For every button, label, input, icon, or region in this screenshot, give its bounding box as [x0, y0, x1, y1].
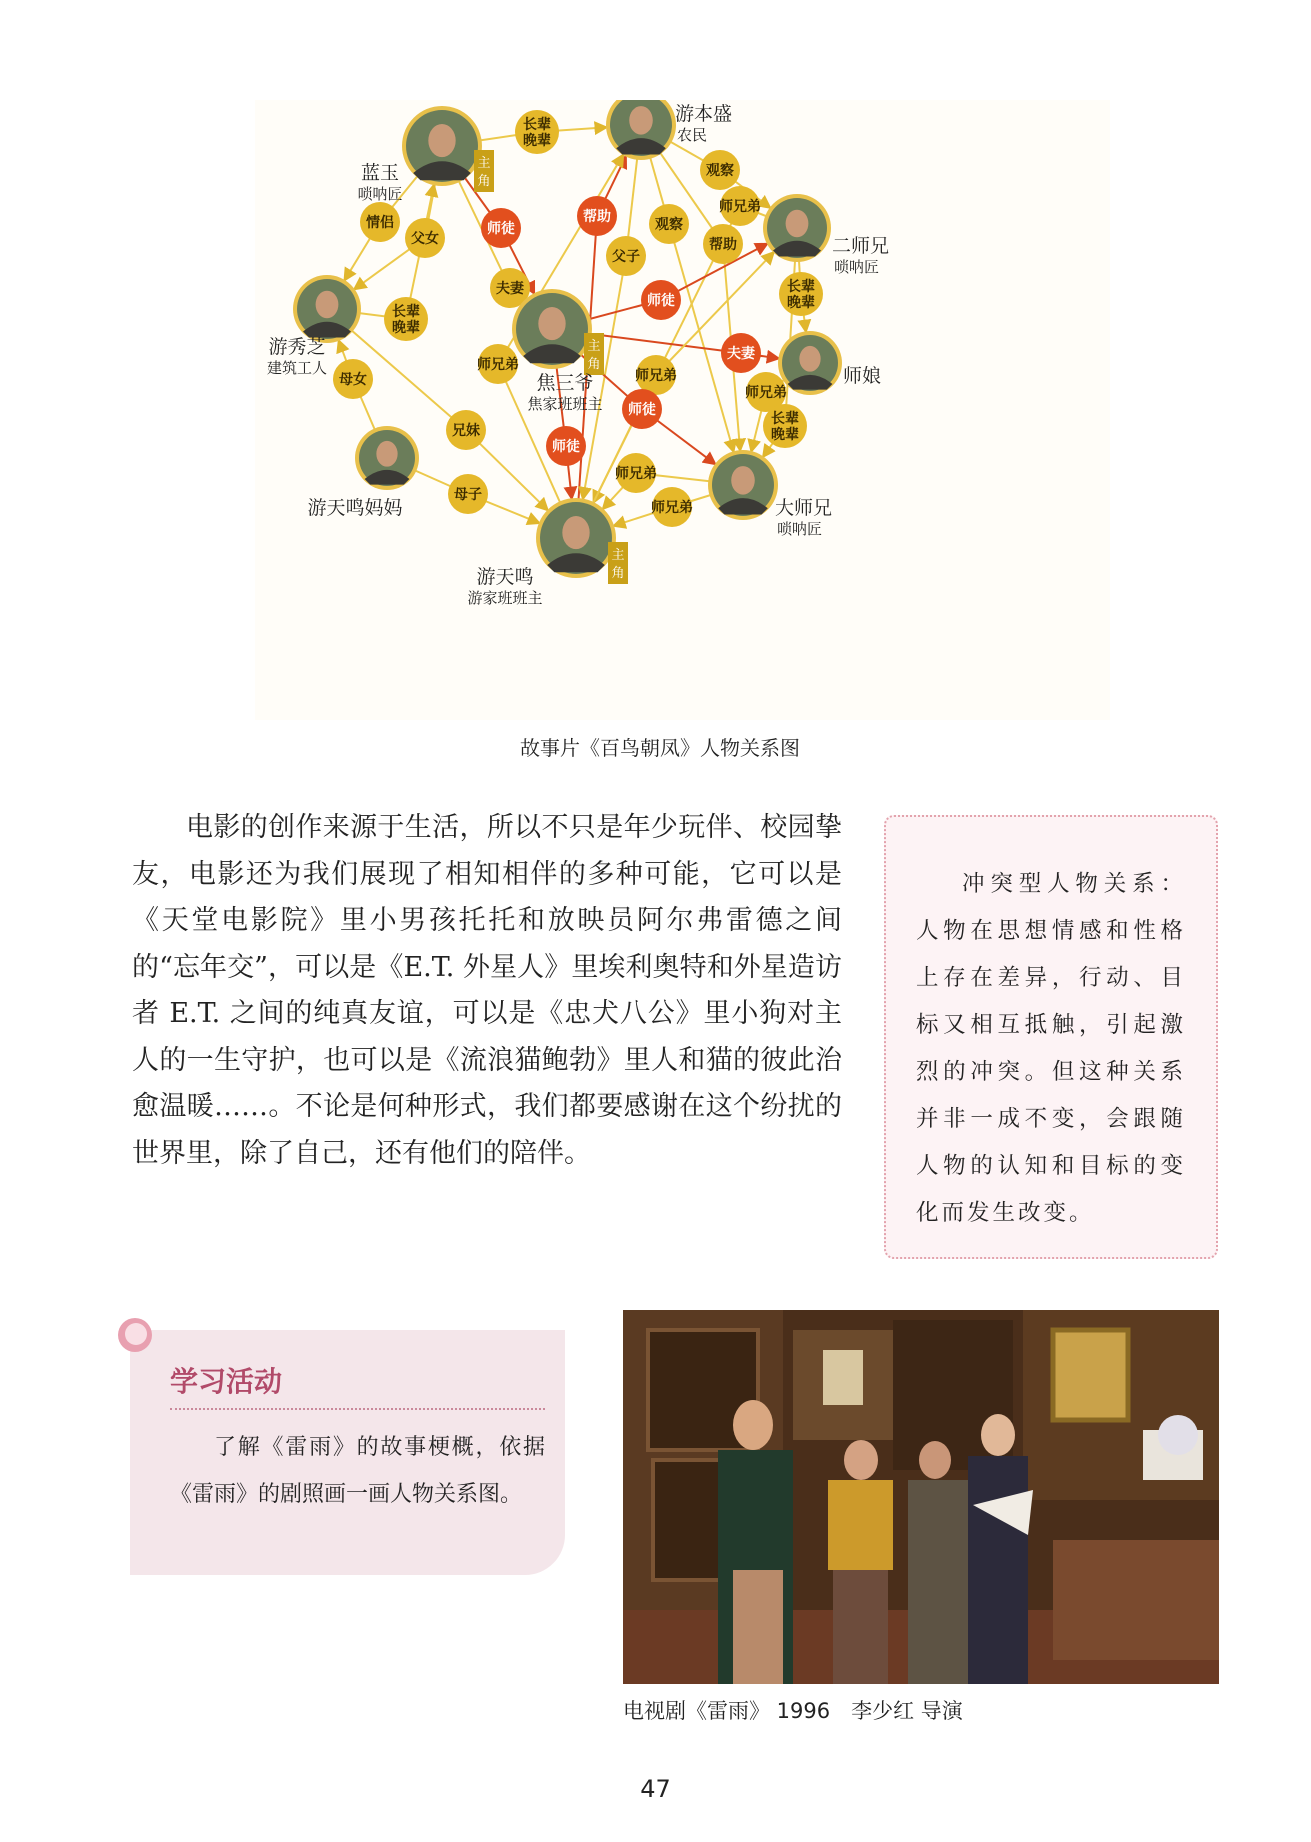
relation-badge-label: 母子	[454, 487, 482, 503]
relation-badge	[515, 110, 559, 154]
relation-badge	[546, 426, 586, 466]
diagram-svg	[255, 100, 1110, 720]
relation-badge-label: 观察	[706, 163, 734, 179]
relation-badge-label: 晚辈	[392, 320, 420, 336]
page-number: 47	[640, 1775, 671, 1803]
relation-badge-label: 晚辈	[771, 427, 799, 443]
photo-illustration	[623, 1310, 1219, 1684]
relation-badge-label: 师兄弟	[477, 357, 519, 373]
relation-badge	[700, 150, 740, 190]
character-node-dashixiong	[708, 450, 832, 538]
relation-badge-label: 情侣	[366, 215, 394, 231]
relation-badge	[641, 280, 681, 320]
relation-badge-label: 母女	[339, 372, 367, 388]
character-name: 师娘	[843, 365, 882, 387]
character-node-shiniang	[778, 331, 881, 395]
relation-badge-label: 师徒	[647, 293, 675, 309]
main-tag-label: 角	[587, 357, 601, 372]
relation-badge-label: 长辈	[787, 279, 815, 295]
character-name: 游天鸣妈妈	[307, 497, 403, 519]
sidebar-note	[884, 815, 1218, 1259]
relation-badge	[651, 487, 693, 527]
relation-badge	[384, 297, 428, 341]
relation-badge	[446, 410, 486, 450]
photo-caption: 电视剧《雷雨》 1996 李少红 导演	[623, 1699, 963, 1723]
character-node-youtianmingmama	[307, 426, 419, 519]
relation-badge	[615, 453, 657, 493]
relation-badge	[481, 208, 521, 248]
relation-badge-label: 父女	[411, 231, 439, 247]
relation-badge	[360, 202, 400, 242]
relation-badge-label: 晚辈	[787, 295, 815, 311]
relation-badge-label: 帮助	[583, 209, 611, 225]
relation-badge-label: 观察	[655, 217, 683, 233]
character-node-youbensheng	[606, 100, 732, 160]
character-role: 建筑工人	[266, 359, 328, 377]
main-tag-label: 角	[477, 174, 491, 189]
character-node-youtianming	[467, 498, 628, 607]
relation-badge	[763, 404, 807, 448]
character-relationship-diagram	[255, 100, 1110, 720]
character-name: 焦三爷	[536, 372, 594, 394]
character-name: 游本盛	[675, 103, 733, 125]
relation-badge-label: 夫妻	[496, 281, 524, 297]
body-paragraph: 电影的创作来源于生活，所以不只是年少玩伴、校园挚友，电影还为我们展现了相知相伴的多种可能，它可以是《天堂电影院》里小男孩托托和放映员阿尔弗雷德之间的“忘年交”，可以是《E.T. 外星人》里埃利奥特和外星造访者 E.T. 之间的纯真友谊，可以是《忠犬八公》里小狗对主人的一生守护，也可以是《流浪猫鲍勃》里人和猫的彼此治愈温暖……。不论是何种形式，我们都要感谢在这个纷扰的世界里，除了自己，还有他们的陪伴。	[132, 812, 842, 1169]
character-role: 焦家班班主	[527, 395, 603, 413]
relation-badge-label: 长辈	[392, 304, 420, 320]
diagram-caption: 故事片《百鸟朝凤》人物关系图	[520, 736, 800, 760]
activity-text: 了解《雷雨》的故事梗概，依据《雷雨》的剧照画一画人物关系图。	[170, 1435, 545, 1507]
relation-badge	[719, 186, 761, 226]
character-node-ershixiong	[763, 194, 889, 276]
character-name: 大师兄	[775, 497, 833, 519]
relation-badge	[577, 196, 617, 236]
character-role: 农民	[677, 126, 708, 144]
relation-badge-label: 师徒	[552, 439, 580, 455]
character-name: 游秀芝	[268, 336, 326, 358]
main-tag-label: 主	[611, 548, 625, 563]
character-name: 游天鸣	[476, 566, 534, 588]
relation-badge-label: 师兄弟	[635, 368, 677, 384]
character-role: 唢呐匠	[777, 520, 823, 538]
activity-divider	[170, 1408, 545, 1410]
activity-title: 学习活动	[170, 1365, 283, 1398]
character-name: 二师兄	[832, 235, 890, 257]
main-tag-label: 主	[587, 339, 601, 354]
relation-badge	[622, 389, 662, 429]
relation-badge-label: 父子	[612, 249, 640, 265]
relation-badge	[477, 344, 519, 384]
character-role: 唢呐匠	[357, 185, 403, 203]
leiyu-still-photo	[623, 1310, 1219, 1684]
relation-badge	[405, 218, 445, 258]
relation-badge-label: 师徒	[628, 402, 656, 418]
relation-badge	[649, 204, 689, 244]
relation-badge-label: 师兄弟	[719, 199, 761, 215]
activity-bullet-icon-inner	[125, 1323, 147, 1345]
learning-activity-box	[130, 1330, 565, 1575]
sidebar-text: 冲突型人物关系：人物在思想情感和性格上存在差异，行动、目标又相互抵触，引起激烈的冲突。但这种关系并非一成不变，会跟随人物的认知和目标的变化而发生改变。	[916, 871, 1186, 1226]
relation-badge-label: 师徒	[487, 221, 515, 237]
relation-badge	[448, 474, 488, 514]
relation-badge	[721, 333, 761, 373]
relation-badge	[333, 359, 373, 399]
relation-badge	[703, 224, 743, 264]
character-role: 唢呐匠	[834, 258, 880, 276]
relation-badge-label: 夫妻	[727, 346, 755, 362]
character-name: 蓝玉	[360, 162, 400, 184]
relation-badge-label: 长辈	[771, 411, 799, 427]
relation-badge	[779, 272, 823, 316]
main-tag-label: 角	[611, 566, 625, 581]
relation-badge	[606, 236, 646, 276]
main-tag-label: 主	[477, 156, 491, 171]
character-role: 游家班班主	[467, 589, 543, 607]
relation-badge-label: 师兄弟	[615, 466, 657, 482]
relation-badge-label: 师兄弟	[651, 500, 693, 516]
relation-badge-label: 帮助	[709, 237, 737, 253]
relation-badge-label: 晚辈	[523, 133, 551, 149]
relation-badge-label: 长辈	[523, 117, 551, 133]
relation-badge-label: 师兄弟	[745, 385, 787, 401]
relation-badge-label: 兄妹	[452, 423, 480, 439]
